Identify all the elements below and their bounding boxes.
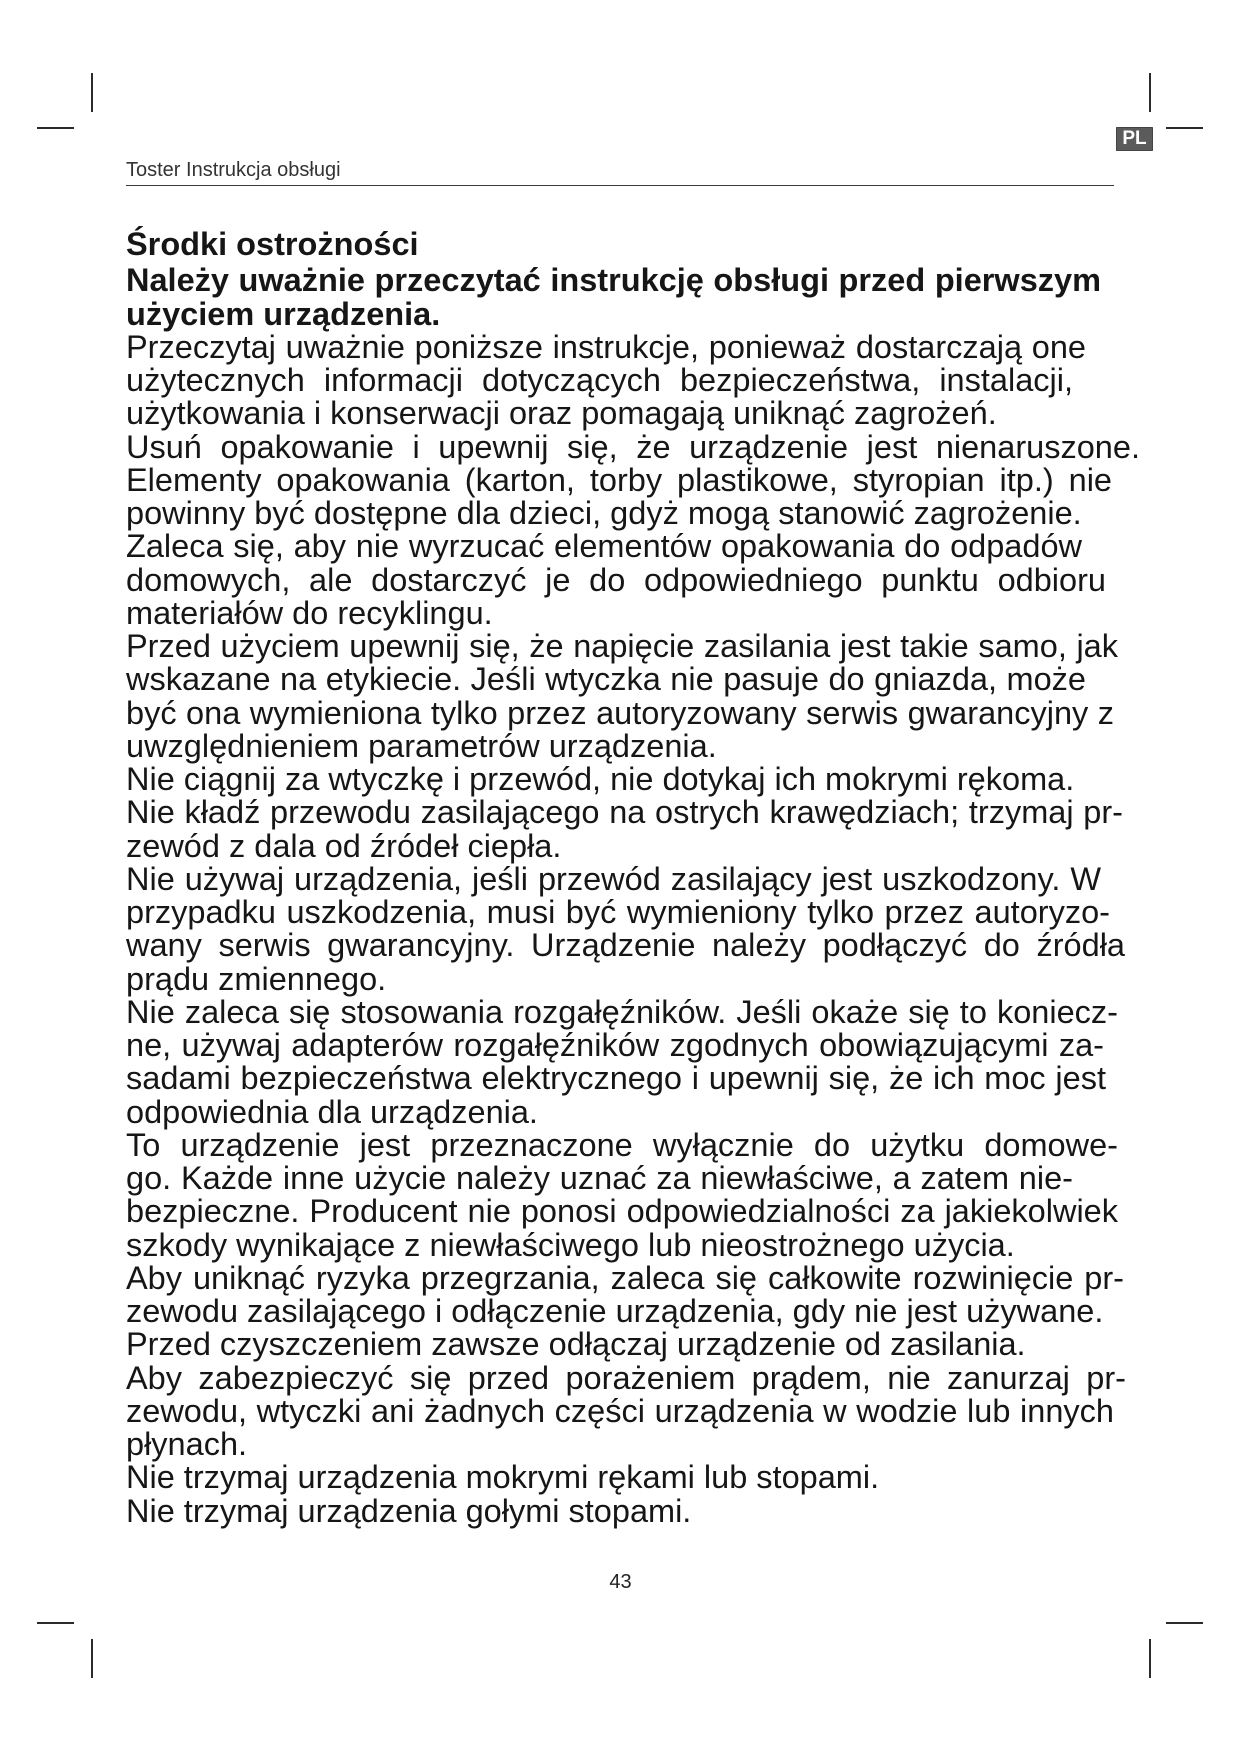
text-line: materiałów do recyklingu. <box>126 594 493 631</box>
text-line: Nie ciągnij za wtyczkę i przewód, nie dotykaj ich mokrymi rękoma. <box>126 761 1075 797</box>
text-line: Przeczytaj uważnie poniższe instrukcje, ponieważ dostarczają one <box>126 328 1086 365</box>
paragraph <box>126 860 1140 997</box>
crop-mark-bottom-right-vertical <box>1149 1639 1151 1678</box>
text-line: domowych, ale dostarczyć je do odpowiedniego punktu odbioru <box>126 561 1106 598</box>
page-number: 43 <box>609 1571 632 1593</box>
paragraph <box>126 1359 1140 1462</box>
main-content <box>126 228 1140 1528</box>
intro-line: Należy uważnie przeczytać instrukcję obsługi przed pierwszym <box>126 262 1101 299</box>
text-line: Usuń opakowanie i upewnij się, że urządzenie jest nienaruszone. <box>126 428 1140 465</box>
crop-mark-top-left-horizontal <box>37 127 74 129</box>
paragraph <box>126 530 1140 630</box>
text-line: sadami bezpieczeństwa elektrycznego i upewnij się, że ich moc jest <box>126 1060 1106 1097</box>
text-line: zewód z dala od źródeł ciepła. <box>126 827 562 864</box>
text-line: użytecznych informacji dotyczących bezpieczeństwa, instalacji, <box>126 362 1073 398</box>
text-line: Nie kładź przewodu zasilającego na ostrych krawędziach; trzymaj pr- <box>126 794 1123 831</box>
text-line: być ona wymieniona tylko przez autoryzowany serwis gwarancyjny z <box>126 694 1114 731</box>
paragraph <box>126 993 1140 1130</box>
text-line: przypadku uszkodzenia, musi być wymieniony tylko przez autoryzo- <box>126 894 1110 930</box>
text-line: Nie zaleca się stosowania rozgałęźników. Jeśli okaże się to koniecz- <box>126 993 1118 1030</box>
crop-mark-top-right-horizontal <box>1166 127 1203 129</box>
crop-mark-bottom-left-horizontal <box>37 1622 74 1624</box>
paragraph <box>126 1259 1140 1329</box>
paragraph <box>126 1461 1140 1494</box>
section-intro <box>126 264 1140 331</box>
text-line: uwzględnieniem parametrów urządzenia. <box>126 727 717 764</box>
text-line: bezpieczne. Producent nie ponosi odpowiedzialności za jakiekolwiek <box>126 1193 1118 1230</box>
text-line: Zaleca się, aby nie wyrzucać elementów opakowania do odpadów <box>126 528 1082 565</box>
text-line: zewodu zasilającego i odłączenie urządzenia, gdy nie jest używane. <box>126 1293 1104 1329</box>
text-line: wskazane na etykiecie. Jeśli wtyczka nie pasuje do gniazda, może <box>126 661 1086 698</box>
paragraph <box>126 328 1140 432</box>
section-title: Środki ostrożności <box>126 226 419 262</box>
text-line: Nie trzymaj urządzenia gołymi stopami. <box>126 1492 692 1529</box>
crop-mark-top-left-vertical <box>91 73 93 112</box>
text-line: Przed użyciem upewnij się, że napięcie zasilania jest takie samo, jak <box>126 628 1118 664</box>
paragraph <box>126 428 1140 531</box>
running-header-title: Toster Instrukcja obsługi <box>126 159 341 181</box>
text-line: powinny być dostępne dla dzieci, gdyż mogą stanowić zagrożenie. <box>126 495 1082 531</box>
paragraph <box>126 1328 1140 1361</box>
paragraph <box>126 796 1140 863</box>
paragraph <box>126 763 1140 796</box>
crop-mark-bottom-right-horizontal <box>1166 1622 1203 1624</box>
text-line: wany serwis gwarancyjny. Urządzenie należy podłączyć do źródła <box>126 927 1125 964</box>
text-line: odpowiednia dla urządzenia. <box>126 1093 538 1130</box>
text-line: prądu zmiennego. <box>126 960 387 997</box>
text-line: szkody wynikające z niewłaściwego lub nieostrożnego użycia. <box>126 1226 1015 1263</box>
language-badge: PL <box>1116 127 1153 151</box>
text-line: zewodu, wtyczki ani żadnych części urządzenia w wodzie lub innych <box>126 1392 1114 1429</box>
text-line: użytkowania i konserwacji oraz pomagają uniknąć zagrożeń. <box>126 395 997 432</box>
text-line: Aby zabezpieczyć się przed porażeniem prądem, nie zanurzaj pr- <box>126 1359 1126 1396</box>
paragraph <box>126 1492 1140 1529</box>
crop-mark-bottom-left-vertical <box>91 1639 93 1678</box>
text-line: Aby uniknąć ryzyka przegrzania, zaleca się całkowite rozwinięcie pr- <box>126 1259 1124 1296</box>
text-line: Przed czyszczeniem zawsze odłączaj urządzenie od zasilania. <box>126 1326 1026 1363</box>
text-line: go. Każde inne użycie należy uznać za niewłaściwe, a zatem nie- <box>126 1160 1073 1196</box>
crop-mark-top-right-vertical <box>1149 73 1151 112</box>
header-rule <box>126 185 1114 186</box>
text-line: Elementy opakowania (karton, torby plastikowe, styropian itp.) nie <box>126 461 1112 498</box>
text-line: Nie trzymaj urządzenia mokrymi rękami lub stopami. <box>126 1459 880 1496</box>
text-line: płynach. <box>126 1426 248 1462</box>
text-line: To urządzenie jest przeznaczone wyłącznie do użytku domowe- <box>126 1126 1118 1163</box>
paragraph <box>126 630 1140 763</box>
intro-line: użyciem urządzenia. <box>126 295 441 332</box>
paragraph <box>126 1126 1140 1263</box>
text-line: Nie używaj urządzenia, jeśli przewód zasilający jest uszkodzony. W <box>126 860 1101 897</box>
text-line: ne, używaj adapterów rozgałęźników zgodnych obowiązującymi za- <box>126 1027 1104 1063</box>
